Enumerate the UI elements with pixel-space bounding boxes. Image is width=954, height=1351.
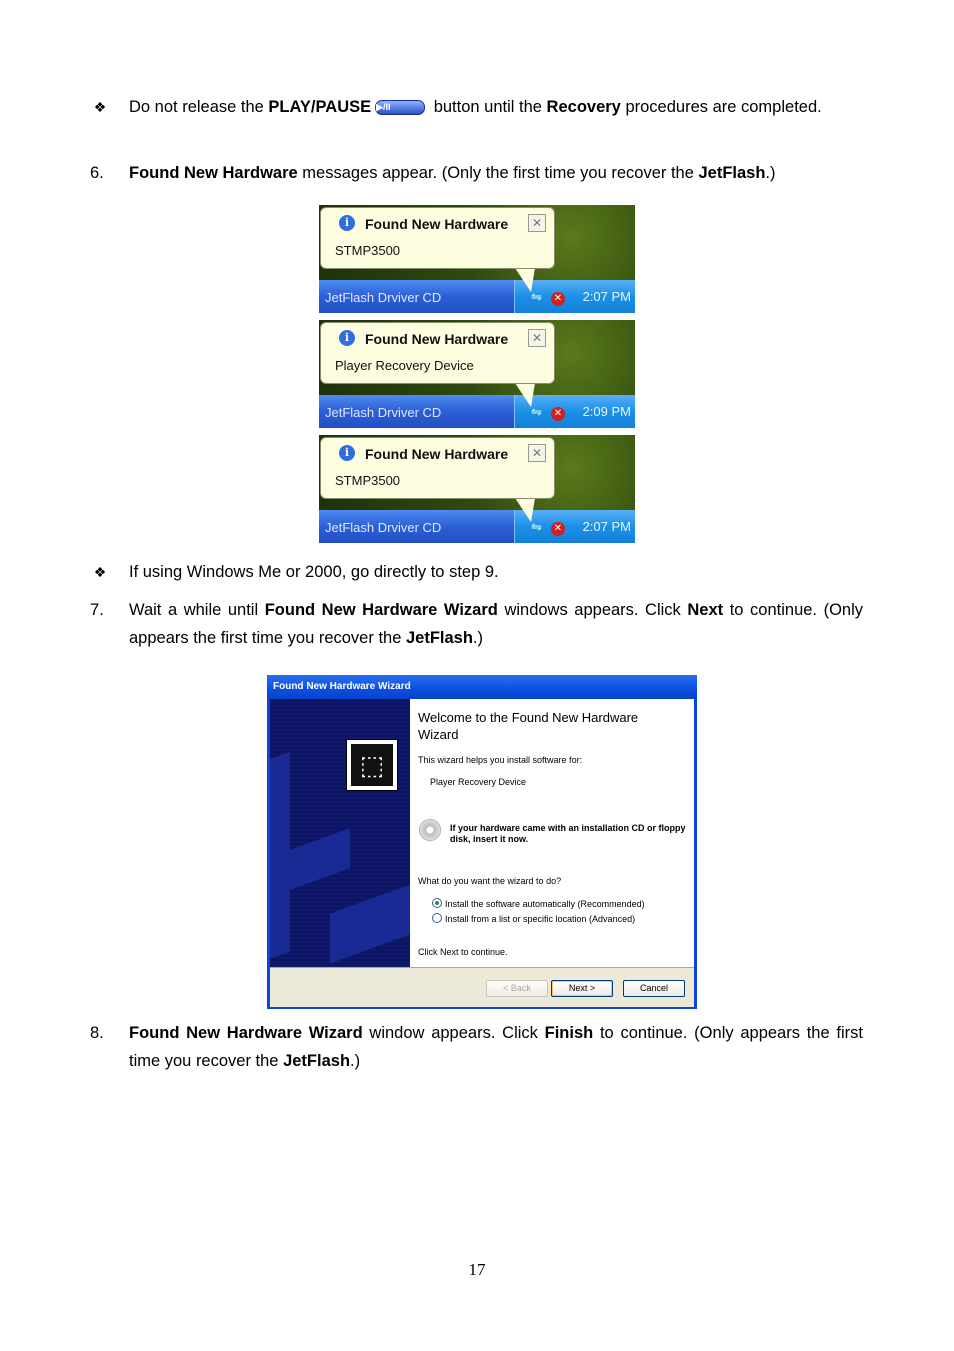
network-error-icon: ✕: [551, 522, 565, 536]
radio-label: Install from a list or specific location (Advanced): [445, 914, 636, 924]
taskbar-item: JetFlash Drviver CD: [325, 290, 442, 305]
taskbar-item: JetFlash Drviver CD: [325, 405, 442, 420]
device-name: Player Recovery Device: [430, 777, 527, 787]
step-bold: Found New Hardware Wizard: [129, 1024, 363, 1042]
tray-clock: 2:09 PM: [582, 404, 631, 419]
step-text: window appears. Click: [362, 1024, 545, 1042]
safely-remove-icon: ⇋: [531, 519, 542, 534]
balloon-screenshot-1: [319, 205, 635, 313]
wizard-logo: [346, 739, 398, 791]
radio-label: Install the software automatically (Recommended): [445, 899, 645, 909]
banner-stripe: [270, 752, 290, 967]
info-icon: i: [339, 215, 355, 231]
wizard-question: What do you want the wizard to do?: [418, 876, 562, 886]
notification-balloon: [320, 207, 555, 269]
step-7: [90, 596, 863, 652]
step-number: 8.: [90, 1024, 104, 1042]
notification-balloon: [320, 322, 555, 384]
balloon-title: Found New Hardware: [365, 216, 509, 232]
cd-icon: [419, 819, 441, 841]
step-bold: Next: [687, 601, 724, 619]
step-6: [90, 159, 863, 187]
note-text: procedures are completed.: [620, 98, 822, 116]
window-titlebar: [267, 675, 697, 699]
note-bold: Recovery: [546, 98, 621, 116]
diamond-bullet-icon: ❖: [93, 99, 107, 115]
balloon-message: STMP3500: [335, 473, 401, 488]
balloon-title: Found New Hardware: [365, 331, 509, 347]
step-text: windows appears. Click: [497, 601, 688, 619]
play-pause-note: [90, 93, 863, 121]
window-title: Found New Hardware Wizard: [273, 681, 411, 692]
step-8: [90, 1019, 863, 1075]
step-number: 7.: [90, 601, 104, 619]
note-bold: PLAY/PAUSE: [268, 98, 372, 116]
balloon-message: Player Recovery Device: [335, 358, 474, 373]
banner-stripe: [290, 828, 350, 890]
balloon-tail: [515, 383, 535, 407]
next-button[interactable]: Next >: [551, 980, 613, 997]
note-text: Do not release the: [129, 98, 269, 116]
note-text: If using Windows Me or 2000, go directly to step 9.: [129, 563, 499, 581]
wizard-content: [410, 699, 694, 967]
play-pause-button-icon: ▶/II: [375, 100, 425, 115]
banner-stripe: [330, 884, 410, 963]
step-bold: Finish: [544, 1024, 594, 1042]
step-text: .): [765, 164, 776, 182]
back-button[interactable]: < Back: [486, 980, 548, 997]
windows-me-note: [90, 558, 863, 586]
step-bold: JetFlash: [698, 164, 766, 182]
note-text: button until the: [429, 98, 547, 116]
radio-unselected-icon[interactable]: [432, 913, 442, 923]
balloon-tail: [515, 268, 535, 292]
step-bold: Found New Hardware: [129, 164, 298, 182]
step-text: messages appear. (Only the first time you recover the: [297, 164, 699, 182]
continue-hint: Click Next to continue.: [418, 947, 508, 957]
step-bold: JetFlash: [405, 629, 473, 647]
tray-clock: 2:07 PM: [582, 519, 631, 534]
tray-clock: 2:07 PM: [582, 289, 631, 304]
close-icon: ✕: [528, 444, 546, 462]
hardware-wizard-window: [267, 675, 697, 1009]
network-error-icon: ✕: [551, 292, 565, 306]
hardware-icon: ⬚: [351, 744, 393, 786]
radio-install-auto[interactable]: [432, 898, 645, 909]
cancel-button[interactable]: Cancel: [623, 980, 685, 997]
wizard-button-bar: [270, 967, 694, 1007]
close-icon: ✕: [528, 329, 546, 347]
step-text: to continue. (Only appears the first time you recover the: [129, 1024, 863, 1070]
network-error-icon: ✕: [551, 407, 565, 421]
wizard-heading: Welcome to the Found New Hardware Wizard: [418, 710, 639, 742]
step-number: 6.: [90, 164, 104, 182]
balloon-tail: [515, 498, 535, 522]
notification-balloon: [320, 437, 555, 499]
step-text: .): [472, 629, 484, 647]
balloon-screenshot-2: [319, 320, 635, 428]
step-bold: Found New Hardware Wizard: [264, 601, 498, 619]
diamond-bullet-icon: ❖: [93, 564, 107, 580]
safely-remove-icon: ⇋: [531, 289, 542, 304]
taskbar-item: JetFlash Drviver CD: [325, 520, 442, 535]
wizard-help-text: This wizard helps you install software for:: [418, 755, 583, 765]
radio-selected-icon[interactable]: [432, 898, 442, 908]
info-icon: i: [339, 330, 355, 346]
radio-install-manual[interactable]: [432, 913, 635, 924]
balloon-screenshot-3: [319, 435, 635, 543]
step-text: to continue. (Only appears the first time you recover the: [129, 601, 864, 647]
cd-instruction: If your hardware came with an installation CD or floppy disk, insert it now.: [450, 823, 686, 844]
step-text: .): [350, 1052, 361, 1070]
wizard-side-banner: [270, 699, 410, 967]
balloon-message: STMP3500: [335, 243, 401, 258]
page-number: 17: [468, 1260, 486, 1279]
step-bold: JetFlash: [283, 1052, 351, 1070]
safely-remove-icon: ⇋: [531, 404, 542, 419]
balloon-title: Found New Hardware: [365, 446, 509, 462]
step-text: Wait a while until: [129, 601, 265, 619]
info-icon: i: [339, 445, 355, 461]
close-icon: ✕: [528, 214, 546, 232]
